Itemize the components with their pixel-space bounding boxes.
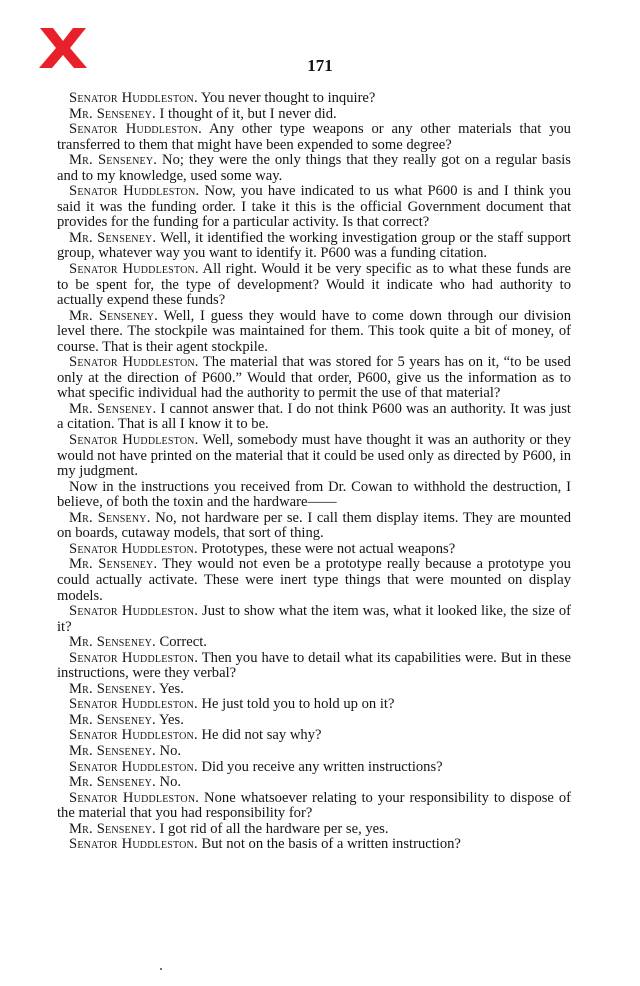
paragraph-text: Yes.	[155, 711, 184, 728]
transcript-paragraph	[57, 651, 571, 682]
transcript-paragraph	[57, 760, 571, 776]
paragraph-text: Any other type weapons or any other materials that you transferred to them that might have been expended to some degree?	[57, 121, 571, 153]
transcript-paragraph	[57, 433, 571, 480]
transcript-paragraph	[57, 107, 571, 123]
speaker-name: Senator Huddleston.	[69, 261, 199, 278]
paragraph-text: No.	[155, 742, 182, 759]
paragraph-text: Well, it identified the working investigation group or the staff support group, whatever way you want to identify it. P600 was a funding citation.	[57, 229, 571, 262]
transcript-paragraph	[57, 309, 571, 356]
transcript-paragraph	[57, 822, 571, 838]
speaker-name: Mr. Senseney.	[69, 105, 156, 122]
paragraph-text: Well, somebody must have thought it was an authority or they would not have printed on the material that it could be used only as directed by P600, in my judgment.	[57, 432, 571, 480]
speaker-name: Senator Huddleston.	[69, 121, 202, 138]
transcript-paragraph	[57, 557, 571, 604]
transcript-paragraph	[57, 713, 571, 729]
paragraph-text: The material that was stored for 5 years has on it, “to be used only at the direction of P600.” Would that order, P600, give us the information as to what specific individual had the authority to permit the use of that material?	[57, 354, 571, 402]
transcript-body	[57, 91, 571, 853]
paragraph-text: Yes.	[155, 680, 184, 697]
speaker-name: Mr. Senseney.	[69, 400, 157, 417]
paragraph-text: Did you receive any written instructions?	[197, 758, 443, 775]
paragraph-text: No; they were the only things that they really got on a regular basis and to my knowledge, used some way.	[57, 152, 571, 184]
speaker-name: Senator Huddleston.	[69, 649, 199, 666]
paragraph-text: No, not hardware per se. I call them display items. They are mounted on boards, cutaway models, that sort of thing.	[57, 509, 571, 542]
paragraph-text: You never thought to inquire?	[197, 90, 376, 106]
paragraph-text: Well, I guess they would have to come down through our division level there. The stockpile was maintained for them. This took quite a bit of money, of course. That is their agent stockpile.	[57, 307, 571, 355]
paragraph-text: Just to show what the item was, what it looked like, the size of it?	[57, 603, 571, 635]
transcript-paragraph	[57, 480, 571, 511]
speaker-name: Senator Huddleston.	[69, 354, 199, 371]
stray-mark	[160, 968, 162, 970]
paragraph-text: Now in the instructions you received from Dr. Cowan to withhold the destruction, I believe, of both the toxin and the hardware——	[57, 478, 571, 511]
transcript-paragraph	[57, 511, 571, 542]
transcript-paragraph	[57, 91, 571, 107]
transcript-paragraph	[57, 184, 571, 231]
transcript-paragraph	[57, 402, 571, 433]
transcript-paragraph	[57, 355, 571, 402]
transcript-paragraph	[57, 791, 571, 822]
transcript-paragraph	[57, 775, 571, 791]
paragraph-text: But not on the basis of a written instruction?	[197, 836, 461, 853]
speaker-name: Mr. Senseney.	[69, 307, 158, 324]
transcript-paragraph	[57, 153, 571, 184]
speaker-name: Senator Huddleston.	[69, 603, 199, 620]
transcript-paragraph	[57, 744, 571, 760]
speaker-name: Senator Huddleston.	[69, 758, 198, 775]
paragraph-text: I thought of it, but I never did.	[155, 105, 337, 122]
speaker-name: Mr. Senseney.	[69, 711, 156, 728]
speaker-name: Mr. Senseney.	[69, 556, 158, 573]
transcript-paragraph	[57, 728, 571, 744]
speaker-name: Senator Huddleston.	[69, 540, 198, 557]
transcript-paragraph	[57, 231, 571, 262]
paragraph-text: All right. Would it be very specific as to what these funds are to be spent for, the type of development? Would it indicate who had authority to actually expend these funds?	[57, 261, 571, 309]
transcript-paragraph	[57, 122, 571, 153]
speaker-name: Senator Huddleston.	[69, 432, 199, 449]
speaker-name: Mr. Senseney.	[69, 742, 156, 759]
transcript-paragraph	[57, 837, 571, 853]
transcript-paragraph	[57, 635, 571, 651]
page-number: 171	[307, 56, 333, 75]
paragraph-text: Now, you have indicated to us what P600 is and I think you said it was the funding order. I take it this is the official Government document that provides for the funding for a particular activity. Is that correct?	[57, 183, 571, 231]
speaker-name: Mr. Senseney.	[69, 634, 156, 651]
transcript-paragraph	[57, 262, 571, 309]
transcript-paragraph	[57, 542, 571, 558]
paragraph-text: No.	[155, 774, 182, 791]
speaker-name: Senator Huddleston.	[69, 183, 200, 200]
paragraph-text: Then you have to detail what its capabilities were. But in these instructions, were they verbal?	[57, 649, 571, 682]
speaker-name: Mr. Senseny.	[69, 509, 151, 526]
paragraph-text: Prototypes, these were not actual weapons?	[197, 540, 456, 557]
speaker-name: Senator Huddleston.	[69, 836, 198, 853]
paragraph-text: They would not even be a prototype really because a prototype you could actually activate. These were inert type things that were mounted on display models.	[57, 556, 571, 604]
speaker-name: Mr. Senseney.	[69, 152, 158, 169]
speaker-name: Senator Huddleston.	[69, 789, 200, 806]
speaker-name: Mr. Senseney.	[69, 774, 156, 791]
speaker-name: Senator Huddleston.	[69, 727, 198, 744]
paragraph-text: None whatsoever relating to your responsibility to dispose of the material that you had responsibility for?	[57, 789, 571, 822]
paragraph-text: He did not say why?	[197, 727, 322, 744]
speaker-name: Senator Huddleston.	[69, 696, 198, 713]
speaker-name: Mr. Senseney.	[69, 229, 157, 246]
paragraph-text: I cannot answer that. I do not think P600 was an authority. It was just a citation. That is all I know it to be.	[57, 400, 571, 433]
transcript-paragraph	[57, 697, 571, 713]
paragraph-text: He just told you to hold up on it?	[197, 696, 395, 713]
speaker-name: Senator Huddleston.	[69, 90, 198, 106]
transcript-paragraph	[57, 682, 571, 698]
paragraph-text: I got rid of all the hardware per se, yes.	[155, 820, 389, 837]
paragraph-text: Correct.	[155, 634, 207, 651]
speaker-name: Mr. Senseney.	[69, 820, 156, 837]
transcript-paragraph	[57, 604, 571, 635]
speaker-name: Mr. Senseney.	[69, 680, 156, 697]
